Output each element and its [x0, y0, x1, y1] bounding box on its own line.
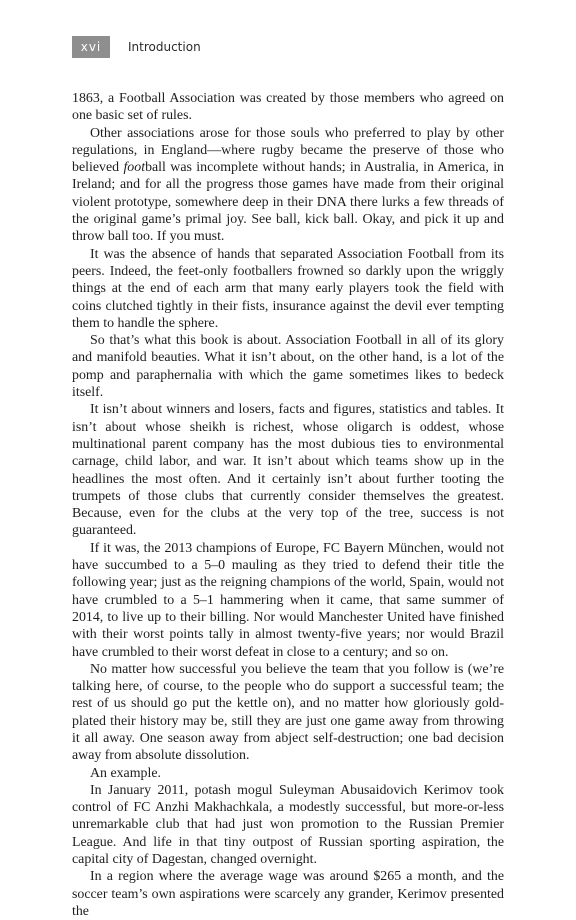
- paragraph-10: In a region where the average wage was around $265 a month, and the soccer team’s own aspirations were scarcely any grander, Kerimov presented the: [72, 869, 504, 919]
- paragraph-2-text-after: ball was incomplete without hands; in Australia, in America, in Ireland; and for all the progress those games have made from their original violent prototype, somewhere deep in their DNA there lurks a few threads of the original game’s primal joy. See ball, kick ball. Okay, and pick it up and throw ball too. If you must.: [72, 160, 505, 245]
- paragraph-2-text-before: Other associations arose for those souls who preferred to play by other regulations, in England—where rugby became the preserve of those who believed: [72, 125, 504, 176]
- paragraph-4: So that’s what this book is about. Association Football in all of its glory and manifold beauties. What it isn’t about, on the other hand, is a lot of the pomp and paraphernalia with which the game sometimes likes to bedeck itself.: [72, 333, 504, 401]
- paragraph-2: [72, 125, 504, 246]
- paragraph-9: In January 2011, potash mogul Suleyman Abusaidovich Kerimov took control of FC Anzhi Makhachkala, a modestly successful, but more-or-less unremarkable club that had just won promotion to the Russian Premier League. And life in that tiny outpost of Russian sporting aspiration, the capital city of Dagestan, changed overnight.: [72, 782, 504, 868]
- paragraph-7: No matter how successful you believe the team that you follow is (we’re talking here, of course, to the people who do support a successful team; the rest of us should go put the kettle on), and no matter how gloriously gold-plated their history may be, still they are just one game away from throwing it all away. One season away from abject self-destruction; one bad decision away from absolute dissolution.: [72, 661, 504, 764]
- paragraph-8: An example.: [90, 765, 161, 781]
- paragraph-5: It isn’t about winners and losers, facts and figures, statistics and tables. It isn’t about whose sheikh is richest, whose oligarch is oddest, whose multinational parent company has the most dubious ties to environmental carnage, child labor, and war. It isn’t about which teams show up in the headlines the most often. And it certainly isn’t about further tooting the trumpets of those clubs that currently consider themselves the greatest. Because, even for the clubs at the very top of the tree, success is not guaranteed.: [72, 402, 504, 539]
- body-text: [72, 90, 504, 920]
- running-head: Introduction: [128, 40, 201, 54]
- paragraph-6: If it was, the 2013 champions of Europe, FC Bayern München, would not have succumbed to a 5–0 mauling as they tried to defend their title the following year; just as the reigning champions of the world, Spain, would not have crumbled to a 5–1 hammering when it came, that same summer of 2014, to live up to their billing. Nor would Manchester United have finished with their worst points tally in almost twenty-five years; nor would Brazil have crumbled to their worst defeat in close to a century; and so on.: [72, 540, 504, 660]
- paragraph-1: 1863, a Football Association was created by those members who agreed on one basic set of rules.: [72, 91, 504, 124]
- page-header: [72, 35, 201, 59]
- paragraph-3: It was the absence of hands that separated Association Football from its peers. Indeed, the feet-only footballers frowned so darkly upon the wriggly things at the end of each arm that many early players took the field with coins clutched tightly in their fists, insurance against the devil ever tempting them to handle the sphere.: [72, 246, 504, 331]
- paragraph-2-emphasis: foot: [123, 160, 146, 176]
- page-number: xvi: [72, 36, 110, 58]
